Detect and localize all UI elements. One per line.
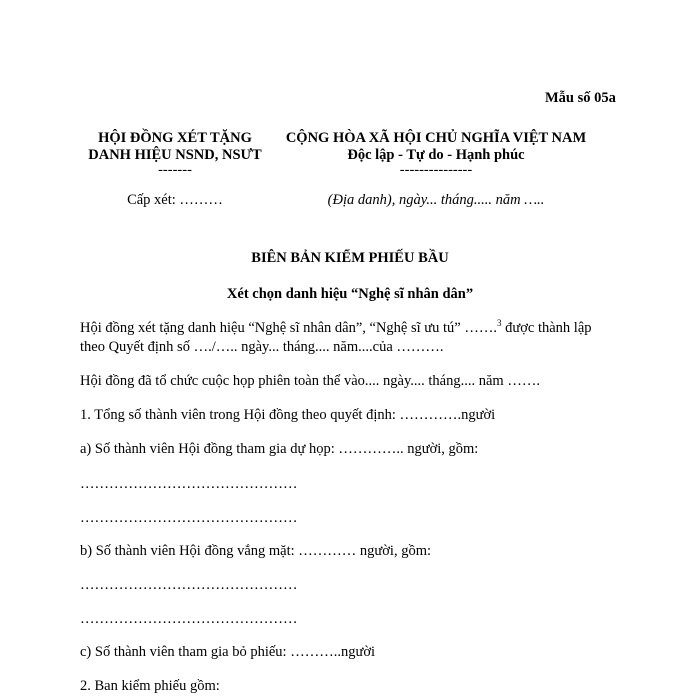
motto-divider: --------------- — [399, 162, 473, 178]
nation-name: CỘNG HÒA XÃ HỘI CHỦ NGHĨA VIỆT NAM — [285, 130, 587, 146]
item-2: 2. Ban kiểm phiếu gồm: — [80, 678, 220, 694]
paragraph-2: Hội đồng đã tổ chức cuộc họp phiên toàn thể vào.... ngày.... tháng.... năm ……. — [80, 373, 540, 389]
item-1a-blank-1: ……………………………………… — [80, 476, 298, 492]
national-motto: Độc lập - Tự do - Hạnh phúc — [347, 147, 525, 163]
item-1b: b) Số thành viên Hội đồng vắng mặt: ………… người, gồm: — [80, 543, 432, 559]
footnote-marker: 3 — [497, 318, 502, 329]
place-date: (Địa danh), ngày... tháng..... năm ….. — [327, 192, 545, 208]
form-code: Mẫu số 05a — [545, 90, 616, 106]
right-header — [270, 130, 602, 176]
paragraph-1-line-2: theo Quyết định số …./….. ngày... tháng.... năm....của ………. — [80, 339, 444, 355]
item-1c: c) Số thành viên tham gia bỏ phiếu: ………..người — [80, 644, 376, 660]
paragraph-1-line-1: Hội đồng xét tặng danh hiệu “Nghệ sĩ nhân dân”, “Nghệ sĩ ưu tú” …….$^3$ được thành lập — [80, 318, 592, 336]
document-subtitle: Xét chọn danh hiệu “Nghệ sĩ nhân dân” — [226, 286, 474, 302]
review-level: Cấp xét: ……… — [127, 192, 223, 208]
item-1b-blank-2: ……………………………………… — [80, 611, 298, 627]
agency-name-line2: DANH HIỆU NSND, NSƯT — [88, 147, 262, 163]
item-1a: a) Số thành viên Hội đồng tham gia dự họp: ………….. người, gồm: — [80, 441, 479, 457]
item-1b-blank-1: ……………………………………… — [80, 577, 298, 593]
item-1: 1. Tổng số thành viên trong Hội đồng theo quyết định: ………….người — [80, 407, 496, 423]
item-1a-blank-2: ……………………………………… — [80, 510, 298, 526]
left-header — [80, 130, 270, 176]
agency-divider: ------- — [158, 162, 192, 178]
document-title: BIÊN BẢN KIỂM PHIẾU BẦU — [251, 250, 449, 266]
agency-name-line1: HỘI ĐỒNG XÉT TẶNG — [98, 130, 252, 146]
